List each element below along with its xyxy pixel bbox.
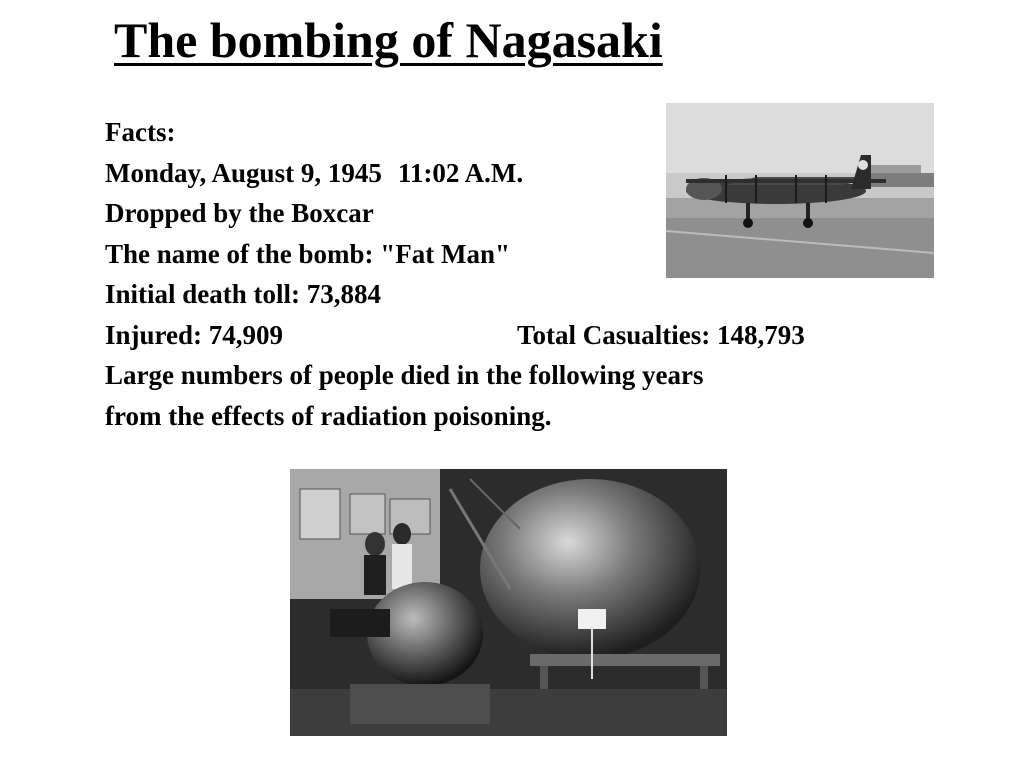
initial-death-toll-line: Initial death toll: 73,884	[105, 279, 382, 309]
dropped-by-line: Dropped by the Boxcar	[105, 198, 374, 228]
bomb-name-line: The name of the bomb: "Fat Man"	[105, 238, 510, 269]
date-time-line	[105, 153, 704, 194]
slide-title: The bombing of Nagasaki	[114, 12, 663, 68]
bomb-illustration	[290, 469, 727, 736]
casualties-line	[105, 315, 805, 356]
radiation-line-1: Large numbers of people died in the following years	[105, 360, 704, 390]
injured-text: Injured: 74,909	[105, 319, 284, 350]
date-text: Monday, August 9, 1945	[105, 157, 382, 188]
time-text: 11:02 A.M.	[397, 157, 524, 188]
radiation-line-2: from the effects of radiation poisoning.	[105, 400, 552, 431]
airplane-illustration	[666, 103, 934, 278]
airplane-photo	[666, 103, 934, 278]
facts-block	[105, 112, 805, 436]
facts-heading: Facts:	[105, 117, 176, 147]
total-casualties-text: Total Casualties: 148,793	[517, 319, 805, 350]
fat-man-bomb-photo	[290, 469, 727, 736]
